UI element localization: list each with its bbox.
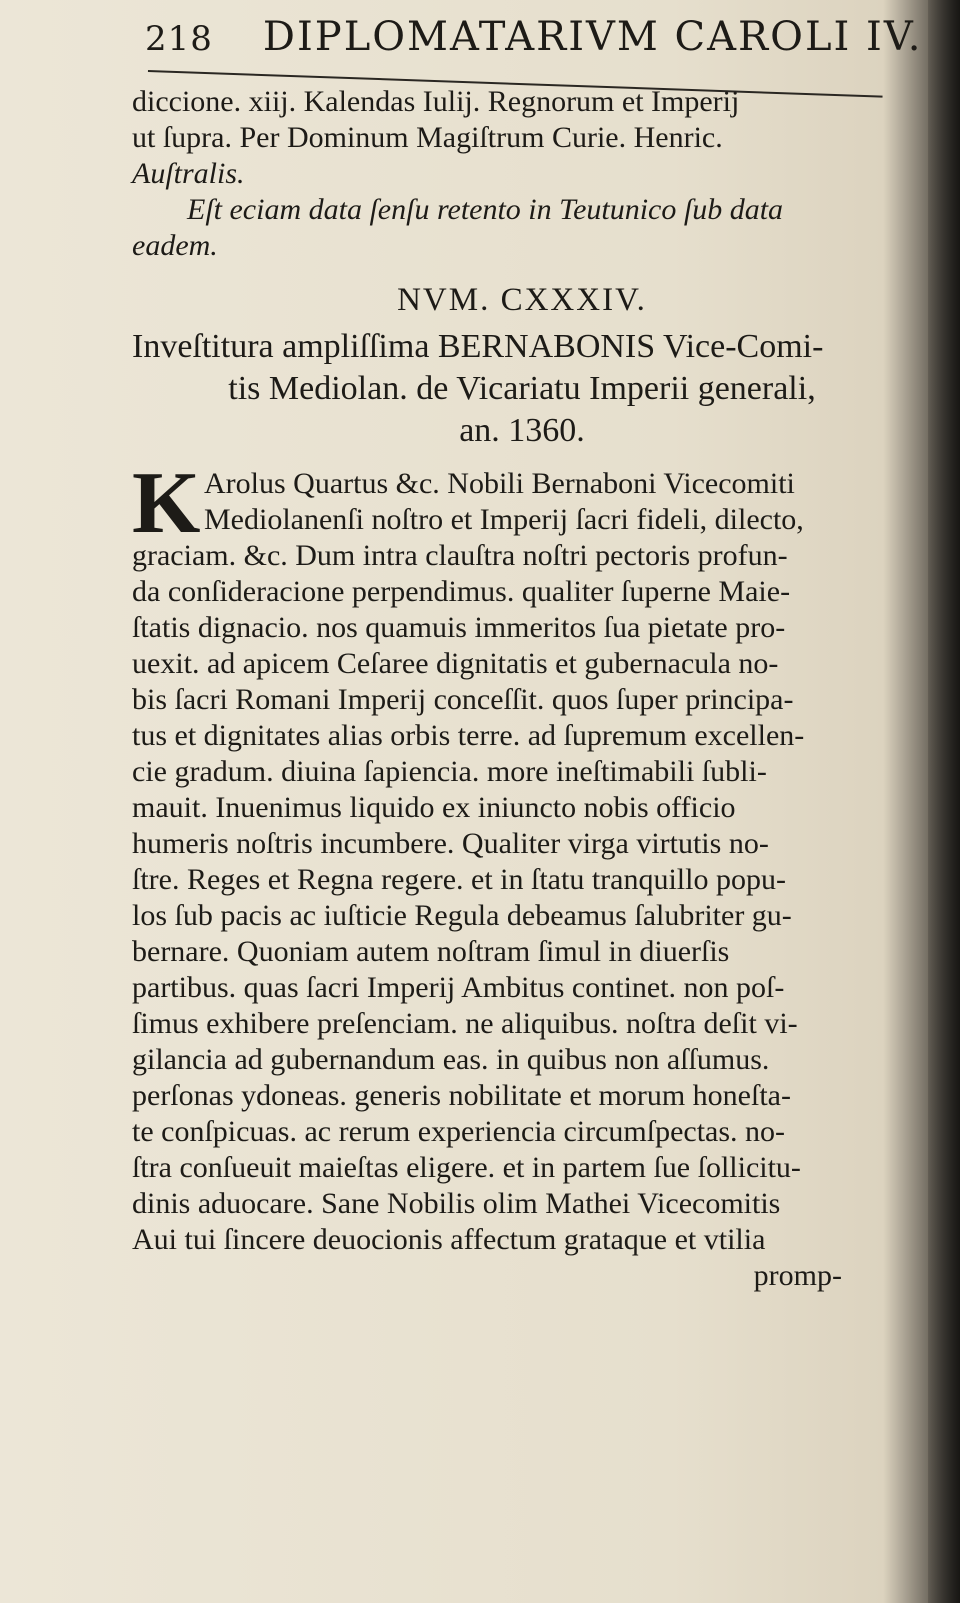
text-line: Auſtralis. bbox=[132, 157, 245, 190]
body-line: ſtre. Reges et Regna regere. et in ſtatu tranquillo popu- bbox=[132, 863, 786, 896]
body-line: tus et dignitates alias orbis terre. ad ſupremum excellen- bbox=[132, 719, 805, 752]
title-line: tis Mediolan. de Vicariatu Imperii generali, bbox=[228, 370, 816, 407]
catchword: promp- bbox=[753, 1259, 842, 1292]
section-heading: NVM. CXXXIV. bbox=[397, 282, 647, 318]
body-line: graciam. &c. Dum intra clauſtra noſtri pectoris profun- bbox=[132, 539, 788, 572]
title-line: Inveſtitura ampliſſima BERNABONIS Vice-Comi- bbox=[132, 328, 824, 365]
body-line: ſtatis dignacio. nos quamuis immeritos ſua pietate pro- bbox=[132, 611, 786, 644]
body-line: Aui tui ſincere deuocionis affectum grataque et vtilia bbox=[132, 1223, 766, 1256]
page-number: 218 bbox=[145, 19, 213, 59]
document-title bbox=[132, 326, 912, 452]
body-line: los ſub pacis ac iuſticie Regula debeamus ſalubriter gu- bbox=[132, 899, 792, 932]
body-line: bernare. Quoniam autem noſtram ſimul in diuerſis bbox=[132, 935, 730, 968]
text-line: diccione. xiij. Kalendas Iulij. Regnorum et Imperij bbox=[132, 85, 740, 118]
body-line: humeris noſtris incumbere. Qualiter virga virtutis no- bbox=[132, 827, 769, 860]
body-line: da conſideracione perpendimus. qualiter ſuperne Maie- bbox=[132, 575, 791, 608]
body-line: partibus. quas ſacri Imperij Ambitus continet. non poſ- bbox=[132, 971, 785, 1004]
text-line: eadem. bbox=[132, 229, 218, 262]
body-line: Mediolanenſi noſtro et Imperij ſacri fideli, dilecto, bbox=[204, 503, 804, 536]
text-line: ut ſupra. Per Dominum Magiſtrum Curie. Henric. bbox=[132, 121, 723, 154]
body-line: cie gradum. diuina ſapiencia. more ineſtimabili ſubli- bbox=[132, 755, 767, 788]
text-line: Eſt eciam data ſenſu retento in Teutunico ſub data bbox=[187, 193, 784, 226]
body-line: Arolus Quartus &c. Nobili Bernaboni Vicecomiti bbox=[204, 467, 795, 500]
body-line: gilancia ad gubernandum eas. in quibus non aſſumus. bbox=[132, 1043, 770, 1076]
drop-cap-initial: K bbox=[132, 455, 201, 552]
body-line: ſtra conſueuit maieſtas eligere. et in partem ſue ſollicitu- bbox=[132, 1151, 801, 1184]
body-line: ſimus exhibere preſenciam. ne aliquibus. noſtra deſit vi- bbox=[132, 1007, 798, 1040]
body-line: dinis aduocare. Sane Nobilis olim Mathei Vicecomitis bbox=[132, 1187, 781, 1220]
binding-shadow bbox=[928, 0, 960, 1603]
text-block bbox=[132, 84, 912, 1294]
body-line: mauit. Inuenimus liquido ex iniuncto nobis officio bbox=[132, 791, 736, 824]
body-line: te conſpicuas. ac rerum experiencia circumſpectas. no- bbox=[132, 1115, 786, 1148]
body-line: perſonas ydoneas. generis nobilitate et morum honeſta- bbox=[132, 1079, 791, 1112]
body-line: uexit. ad apicem Ceſaree dignitatis et gubernacula no- bbox=[132, 647, 779, 680]
body-line: bis ſacri Romani Imperij conceſſit. quos ſuper principa- bbox=[132, 683, 794, 716]
running-title: DIPLOMATARIVM CAROLI IV. bbox=[262, 14, 923, 60]
page-header bbox=[145, 14, 923, 68]
charter-text bbox=[132, 455, 912, 1294]
title-line: an. 1360. bbox=[459, 412, 585, 449]
